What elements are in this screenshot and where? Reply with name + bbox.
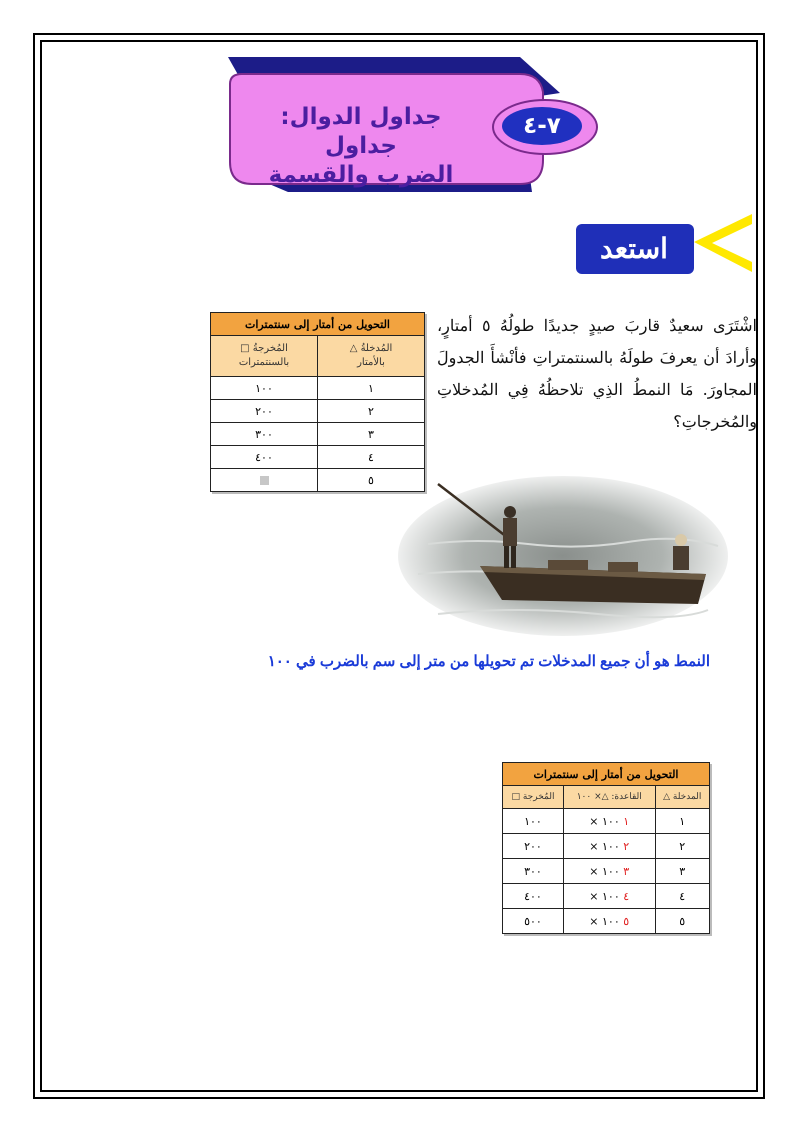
- table2-factor: ٤: [623, 889, 630, 903]
- table1-input-cell: ٤: [318, 446, 425, 469]
- table2-factor: ٢: [623, 839, 630, 853]
- lesson-number: ٧-٤: [523, 113, 561, 139]
- table1-output-cell: ٣٠٠: [211, 423, 318, 446]
- table-row: [503, 809, 710, 834]
- lesson-title: [245, 103, 477, 190]
- table2-title: التحويل من أمتار إلى سنتمترات: [503, 763, 710, 786]
- intro-paragraph: اشْتَرَى سعيدٌ قاربَ صيدٍ جديدًا طولُهُ ٥ أمتارٍ، وأرادَ أن يعرفَ طولَهُ بالسنتمتراتِ فأنْشأَ الجدولَ المجاورَ. مَا النمطُ الذِي تلاحظُهُ فِي المُدخلاتِ والمُخرجاتِ؟: [437, 316, 757, 431]
- table1-output-cell: ٤٠٠: [211, 446, 318, 469]
- fishing-boat-photo: [398, 474, 728, 639]
- blank-answer-box: [260, 476, 269, 485]
- table-row: [211, 377, 425, 400]
- table2-input-cell: ٥: [655, 909, 709, 934]
- lesson-title-line2: الضرب والقسمة: [268, 162, 454, 188]
- table-row: [211, 446, 425, 469]
- table2-output-cell: ٥٠٠: [503, 909, 564, 934]
- table-row: [211, 423, 425, 446]
- prepare-heading: استعد: [600, 232, 668, 265]
- table-row: [503, 834, 710, 859]
- table1-input-label: المُدخلةُ △: [349, 343, 393, 354]
- table2-times: ١٠٠ ×: [589, 864, 620, 878]
- table2-times: ١٠٠ ×: [589, 914, 620, 928]
- table2-rule-cell: [563, 859, 655, 884]
- pattern-answer: النمط هو أن جميع المدخلات تم تحويلها من متر إلى سم بالضرب في ١٠٠: [267, 653, 710, 670]
- table1-input-cell: ٢: [318, 400, 425, 423]
- table1-output-sublabel: بالسنتمترات: [238, 357, 290, 368]
- table2-input-cell: ٢: [655, 834, 709, 859]
- table1-output-cell: ١٠٠: [211, 377, 318, 400]
- table2-input-header: المدخلة △: [655, 786, 709, 809]
- table1-output-cell-blank: [211, 469, 318, 492]
- lesson-title-line1: جداول الدوال: جداول: [280, 104, 442, 159]
- table2-rule-cell: [563, 834, 655, 859]
- table2-times: ١٠٠ ×: [589, 814, 620, 828]
- table-row: [211, 400, 425, 423]
- table2-times: ١٠٠ ×: [589, 839, 620, 853]
- table1-input-header: [318, 336, 425, 377]
- table2-input-cell: ١: [655, 809, 709, 834]
- conversion-table-1: [210, 312, 425, 492]
- table2-input-cell: ٤: [655, 884, 709, 909]
- table1-input-cell: ١: [318, 377, 425, 400]
- table2-output-header: المُخرجة □: [503, 786, 564, 809]
- table2-rule-header: القاعدة: △× ١٠٠: [563, 786, 655, 809]
- table2-factor: ١: [623, 814, 630, 828]
- table2-output-cell: ٤٠٠: [503, 884, 564, 909]
- table-row: [503, 909, 710, 934]
- table1-input-cell: ٣: [318, 423, 425, 446]
- table-row: [211, 469, 425, 492]
- table2-rule-cell: [563, 884, 655, 909]
- table-row: [503, 859, 710, 884]
- table1-output-header: [211, 336, 318, 377]
- table2-rule-cell: [563, 809, 655, 834]
- table2-output-cell: ١٠٠: [503, 809, 564, 834]
- table2-factor: ٥: [623, 914, 630, 928]
- table2-output-cell: ٢٠٠: [503, 834, 564, 859]
- table1-input-cell: ٥: [318, 469, 425, 492]
- table2-rule-cell: [563, 909, 655, 934]
- table2-factor: ٣: [623, 864, 630, 878]
- table2-times: ١٠٠ ×: [589, 889, 620, 903]
- table1-output-label: المُخرجةُ □: [240, 343, 288, 354]
- table2-input-cell: ٣: [655, 859, 709, 884]
- table1-input-sublabel: بالأمتار: [357, 357, 385, 368]
- conversion-table-2: [502, 762, 710, 934]
- table-row: [503, 884, 710, 909]
- table1-output-cell: ٢٠٠: [211, 400, 318, 423]
- table2-output-cell: ٣٠٠: [503, 859, 564, 884]
- table1-title: التحويل من أمتار إلى سنتمترات: [211, 313, 425, 336]
